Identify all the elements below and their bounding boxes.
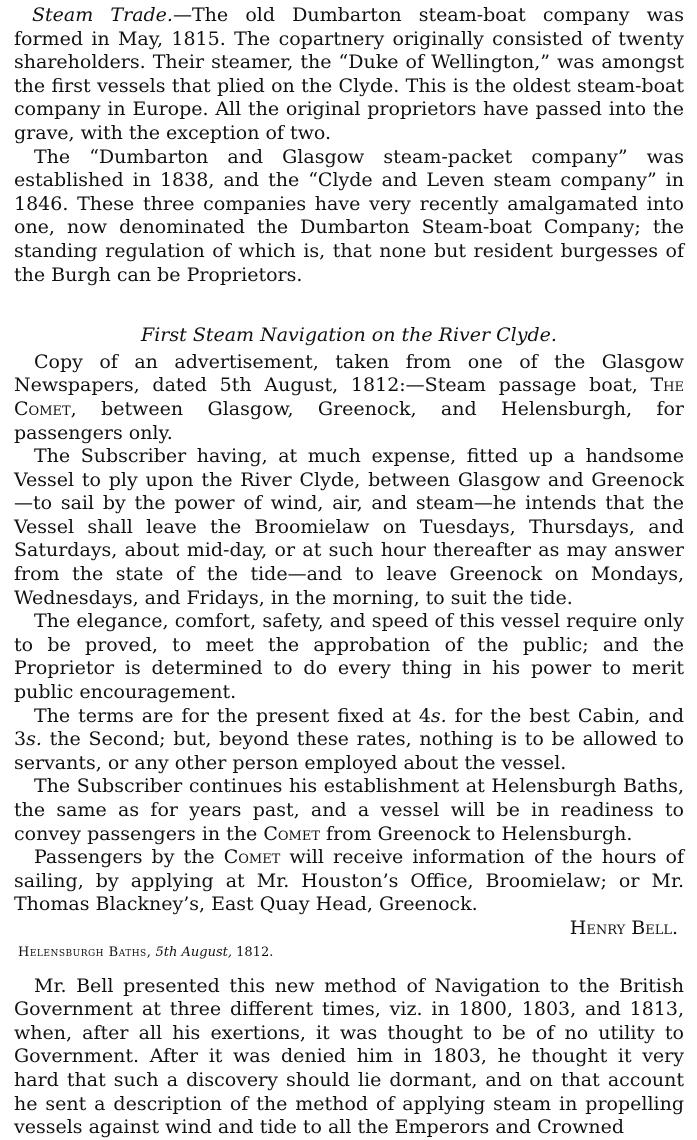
comet-name: Comet [223, 846, 281, 869]
terms-text-b: for the best Cabin, and 3 [14, 704, 684, 751]
mr-bell-paragraph: Mr. Bell presented this new method of Navigation to the British Government at three different times, viz. in 1800, 1803, and 1813, when, after all his exertions, it was thought to be of no utility to Government. After it was denied him in 1803, he thought it very hard that such a discovery should lie dormant, and on that account he sent a description of the method of applying steam in propelling vessels against wind and tide to all the Emperors and Crowned [14, 974, 684, 1139]
comet-name: The Comet, [14, 374, 684, 420]
section-heading-first-steam-navigation: First Steam Navigation on the River Clyde. [141, 324, 557, 347]
section-title-steam-trade: Steam Trade. [32, 4, 173, 26]
elegance-paragraph: The elegance, comfort, safety, and speed of this vessel require only to be proved, to meet the approbation of the public; and the Proprietor is determined to do every thing in his power to merit public encouragement. [14, 610, 684, 704]
baths-text-end: from Greenock to Helensburgh. [320, 822, 633, 845]
passengers-text-end: will receive information of the hours of sailing, by applying at Mr. Houston’s Office, Broomielaw; or Mr. Thomas Blackney’s, East Quay Head, Greenock. [14, 846, 684, 916]
dateline-year: 1812. [236, 944, 274, 960]
passengers-paragraph [14, 846, 684, 917]
terms-text-c: the Second; but, beyond these rates, nothing is to be allowed to servants, or any other person employed about the vessel. [14, 728, 684, 774]
baths-text: The Subscriber continues his establishment at Helensburgh Baths, the same as for years past, and a vessel will be in readiness to convey passengers in the [14, 775, 684, 845]
signature-henry-bell: Henry Bell. [569, 916, 678, 939]
terms-text-a: The terms are for the present fixed at 4 [34, 704, 431, 727]
companies-paragraph: The “Dumbarton and Glasgow steam-packet company” was established in 1838, and the “Clyde and Leven steam company” in 1846. These three companies have very recently amalgamated into one, now denominated the Dumbarton Steam-boat Company; the standing regulation of which is, that none but resident burgesses of the Burgh can be Proprietors. [14, 145, 684, 286]
helensburgh-baths-paragraph [14, 775, 684, 846]
terms-paragraph [14, 705, 684, 776]
passengers-text: Passengers by the [34, 846, 224, 869]
advertisement-intro-text: Copy of an advertisement, taken from one of the Glasgow Newspapers, dated 5th August, 1812:—Steam passage boat, [14, 350, 684, 397]
shillings-abbrev: s. [26, 728, 42, 751]
dateline-date: 5th August, [155, 944, 232, 960]
subscriber-vessel-paragraph: The Subscriber having, at much expense, fitted up a handsome Vessel to ply upon the River Clyde, between Glasgow and Greenock —to sail by the power of wind, air, and steam—he intends that the Vessel shall leave the Broomielaw on Tuesdays, Thursdays, and Saturdays, about mid-day, or at such hour thereafter as may answer from the state of the tide—and to leave Greenock on Mondays, Wednesdays, and Fridays, in the morning, to suit the tide. [14, 445, 684, 609]
shillings-abbrev: s. [430, 704, 447, 727]
advertisement-intro-paragraph [14, 351, 684, 445]
document-page [14, 4, 684, 1140]
comet-name: Comet [263, 822, 321, 845]
title-dash: — [172, 4, 192, 26]
dateline [14, 941, 684, 965]
steam-trade-text: The old Dumbarton steam-boat company was formed in May, 1815. The copartnery originally consisted of twenty shareholders. Their steamer, the “Duke of Wellington,” was amongst the first vessels that plied on the Clyde. This is the oldest steam-boat company in Europe. All the original proprietors have passed into the grave, with the exception of two. [14, 4, 684, 144]
steam-trade-paragraph [14, 4, 684, 146]
dateline-place: Helensburgh Baths, [18, 944, 152, 960]
advertisement-intro-text-end: between Glasgow, Greenock, and Helensburgh, for passengers only. [14, 397, 684, 444]
